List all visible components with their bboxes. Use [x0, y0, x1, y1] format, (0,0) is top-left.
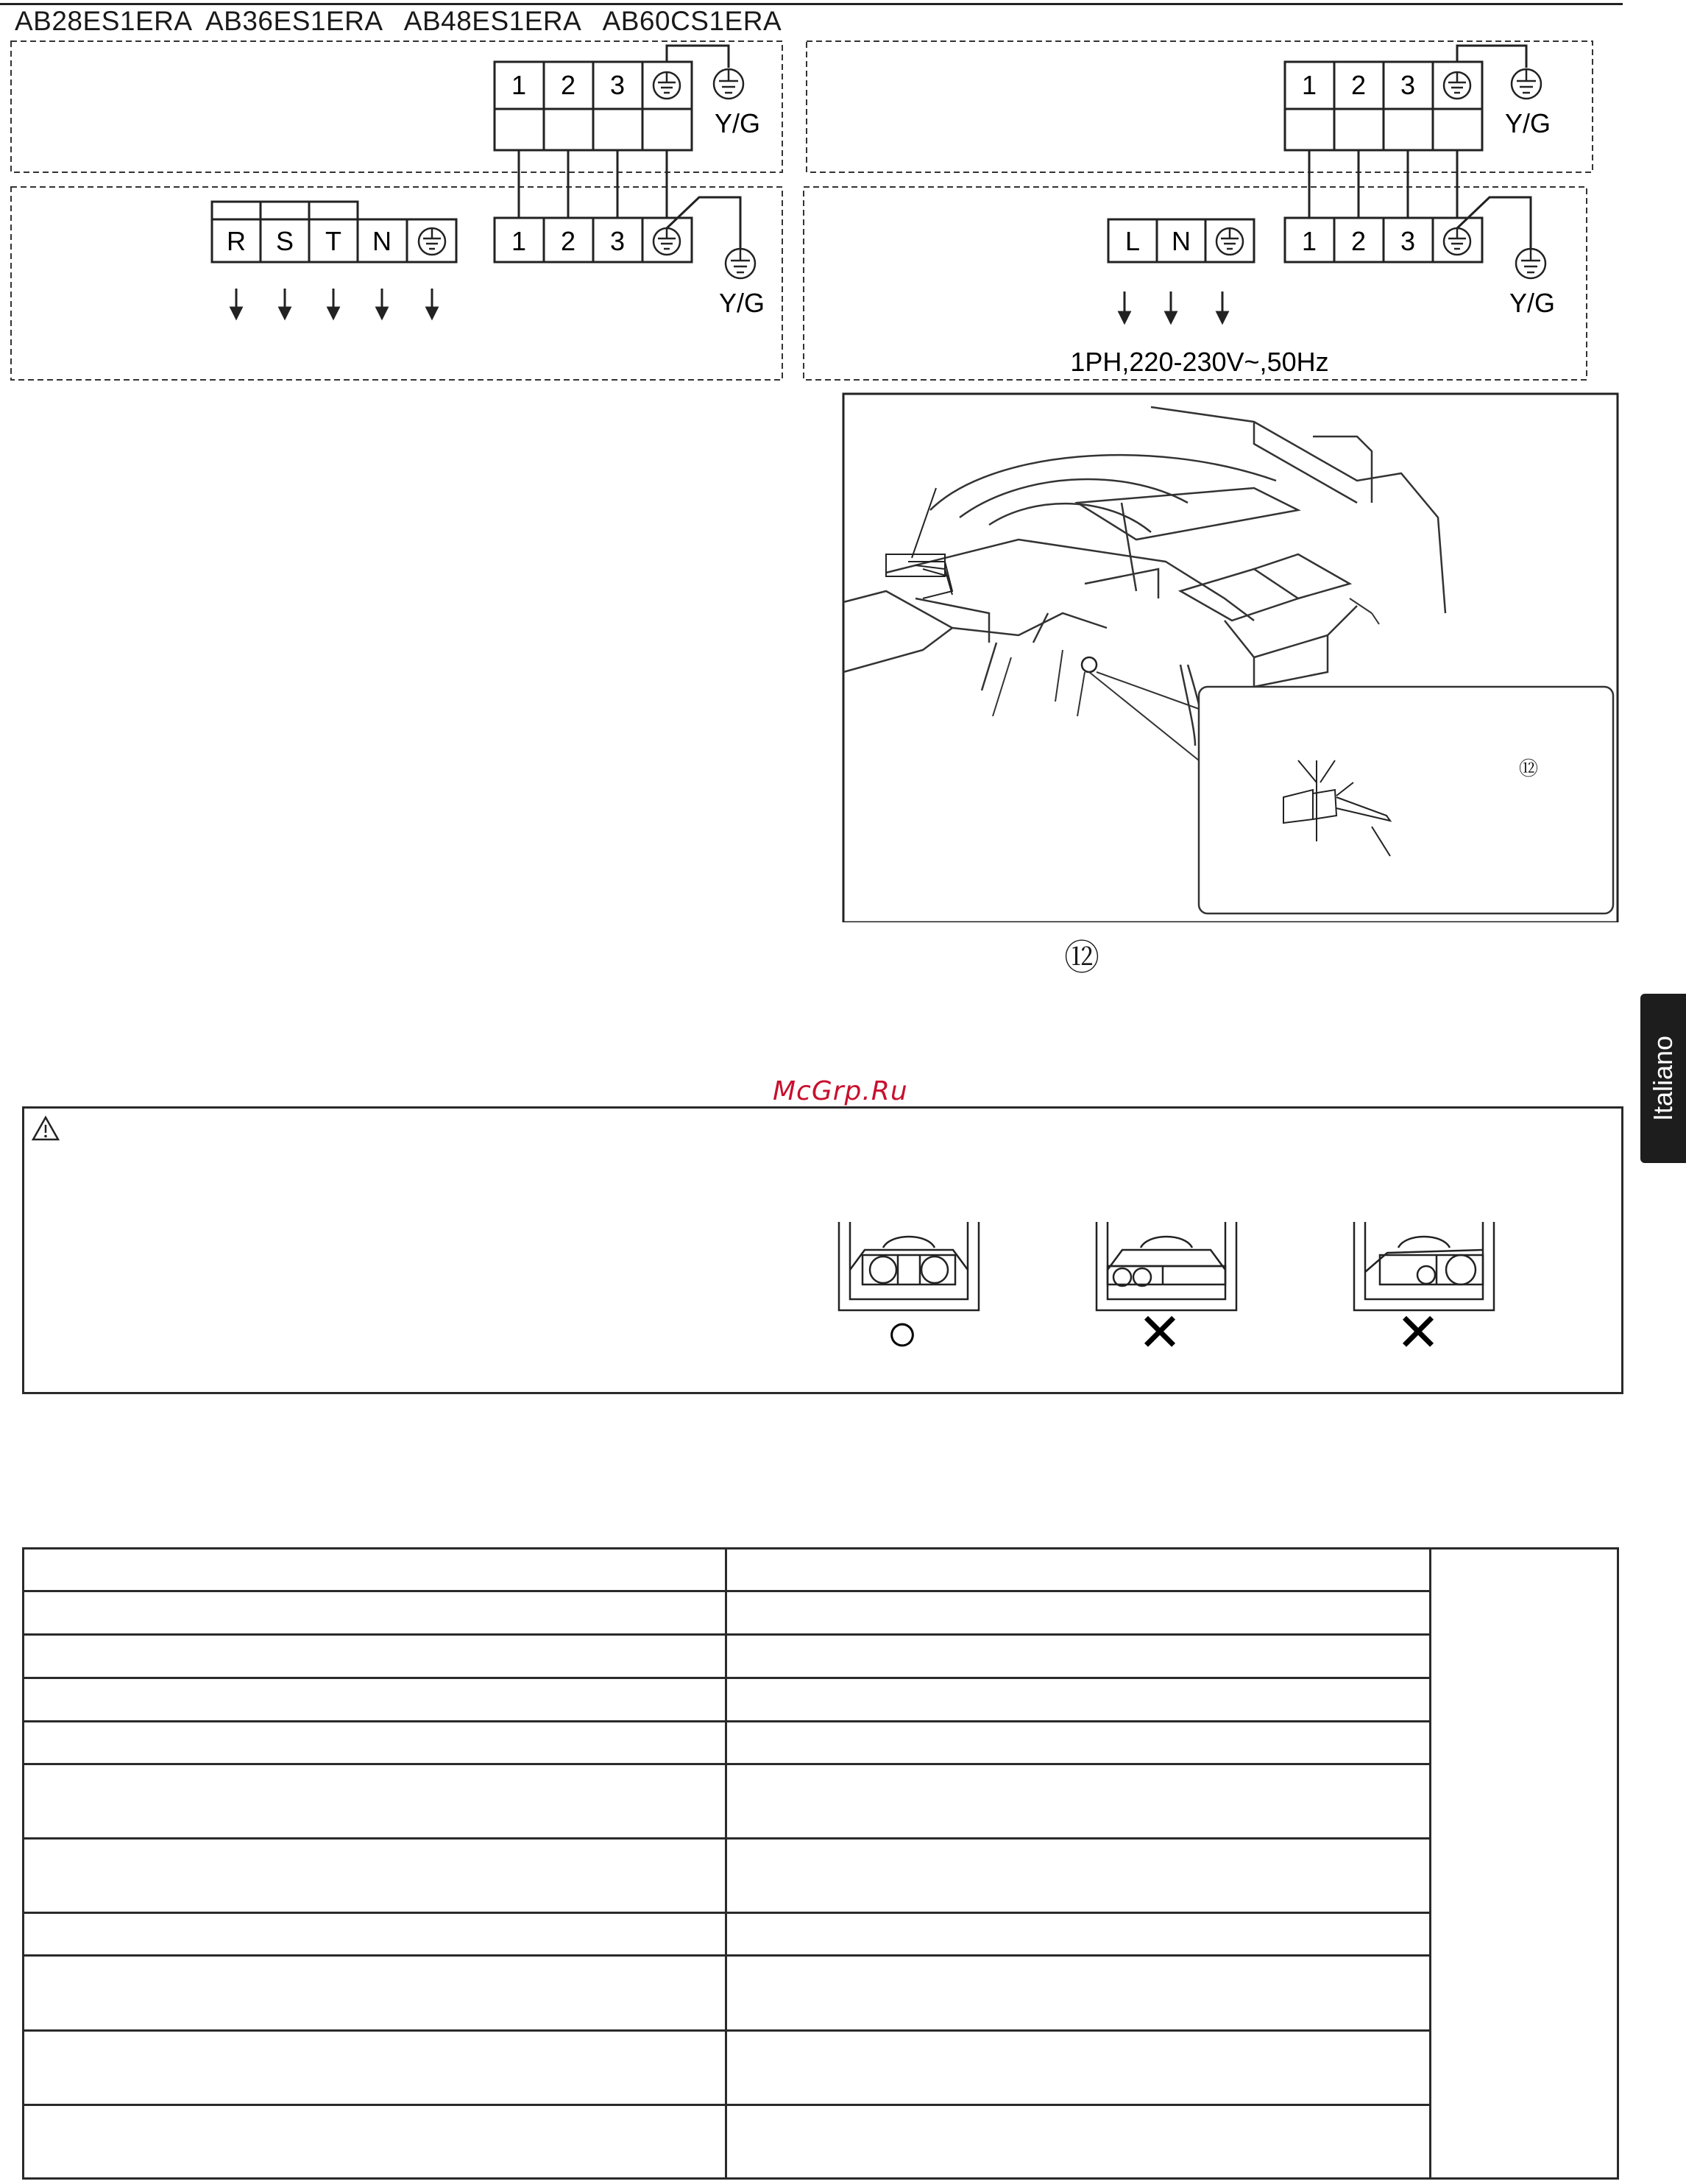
indoor-terminal-1: 1: [511, 70, 527, 100]
outdoor-terminal-ground-icon: [1444, 228, 1470, 255]
outdoor-terminal-2: 2: [560, 226, 576, 256]
table-cell: [24, 1839, 726, 1913]
language-tab-label: Italiano: [1648, 1035, 1678, 1122]
outdoor-terminal-ground-icon: [653, 228, 680, 255]
table-cell: [24, 1956, 726, 2031]
indoor-terminal-ground-icon: [653, 72, 680, 99]
table-row: [24, 1678, 1618, 1722]
table-cell: [726, 1956, 1431, 2031]
table-row: [24, 1956, 1618, 2031]
spec-table: [22, 1547, 1619, 2180]
table-cell: [726, 1635, 1431, 1678]
power-terminal-s: S: [275, 226, 294, 256]
table-cell: [24, 1591, 726, 1635]
table-cell: [726, 2031, 1431, 2105]
table-cell: [726, 2105, 1431, 2179]
table-row: [24, 2105, 1618, 2179]
table-row: [24, 1839, 1618, 1913]
power-terminal-n: N: [372, 226, 392, 256]
table-row: [24, 2031, 1618, 2105]
table-cell: [726, 1764, 1431, 1839]
model-list: AB28ES1ERA AB36ES1ERA AB48ES1ERA AB60CS1ERA: [15, 6, 782, 36]
table-cell: [24, 1549, 726, 1591]
wiring-diagram-single-phase: [795, 0, 1619, 390]
symbol-wrong-1: ✕: [1137, 1304, 1183, 1362]
indoor-ground-icon: [1512, 69, 1541, 99]
table-cell: [726, 1591, 1431, 1635]
indoor-terminal-1: 1: [1301, 70, 1317, 100]
clamp-examples: [832, 1215, 1523, 1362]
table-cell: [726, 1678, 1431, 1722]
table-cell: [726, 1722, 1431, 1764]
power-arrows: [1119, 291, 1228, 322]
table-cell: [24, 1913, 726, 1956]
power-terminal-r: R: [227, 226, 246, 256]
indoor-ground-label: Y/G: [1504, 108, 1551, 138]
table-side-cell: [1431, 1549, 1618, 2179]
wiring-diagram-three-phase: [0, 0, 795, 390]
power-supply-label: 1PH,220-230V~,50Hz: [1070, 347, 1329, 377]
table-cell: [24, 1678, 726, 1722]
figure-number: ⑫: [1063, 939, 1099, 978]
inset-number: ⑫: [1518, 757, 1539, 780]
indoor-ground-label: Y/G: [714, 108, 761, 138]
table-row: [24, 1591, 1618, 1635]
clamp-example-wrong-1: [1097, 1222, 1236, 1310]
indoor-ground-icon: [714, 69, 743, 99]
outdoor-terminal-3: 3: [1400, 226, 1416, 256]
table-row: [24, 1549, 1618, 1591]
table-cell: [24, 1722, 726, 1764]
installation-figure: [842, 392, 1619, 922]
table-cell: [24, 2031, 726, 2105]
outdoor-ground-label: Y/G: [718, 288, 765, 318]
power-arrows: [231, 289, 437, 318]
table-cell: [24, 2105, 726, 2179]
table-cell: [726, 1549, 1431, 1591]
power-terminal-t: T: [325, 226, 341, 256]
indoor-terminal-2: 2: [1350, 70, 1367, 100]
watermark: McGrp.Ru: [773, 1076, 908, 1106]
warning-triangle-icon: [31, 1115, 60, 1142]
table-cell: [726, 1913, 1431, 1956]
indoor-terminal-3: 3: [1400, 70, 1416, 100]
table-cell: [726, 1839, 1431, 1913]
indoor-terminal-2: 2: [560, 70, 576, 100]
table-cell: [24, 1764, 726, 1839]
table-row: [24, 1635, 1618, 1678]
outdoor-ground-icon: [726, 249, 755, 278]
table-row: [24, 1764, 1618, 1839]
indoor-terminal-3: 3: [609, 70, 626, 100]
power-terminal-ground-icon: [1216, 228, 1243, 255]
power-terminal-ground-icon: [419, 228, 445, 255]
outdoor-terminal-1: 1: [1301, 226, 1317, 256]
outdoor-terminal-3: 3: [609, 226, 626, 256]
symbol-correct: ○: [886, 1304, 918, 1362]
clamp-example-correct: [839, 1222, 979, 1310]
symbol-wrong-2: ✕: [1395, 1304, 1441, 1362]
table-row: [24, 1722, 1618, 1764]
outdoor-terminal-1: 1: [511, 226, 527, 256]
table-row: [24, 1913, 1618, 1956]
indoor-terminal-ground-icon: [1444, 72, 1470, 99]
power-terminal-l: L: [1124, 226, 1141, 256]
clamp-example-wrong-2: [1354, 1222, 1494, 1310]
outdoor-ground-icon: [1516, 249, 1545, 278]
outdoor-terminal-2: 2: [1350, 226, 1367, 256]
outdoor-ground-label: Y/G: [1509, 288, 1556, 318]
language-tab: [1640, 994, 1686, 1163]
power-terminal-n: N: [1172, 226, 1191, 256]
table-cell: [24, 1635, 726, 1678]
